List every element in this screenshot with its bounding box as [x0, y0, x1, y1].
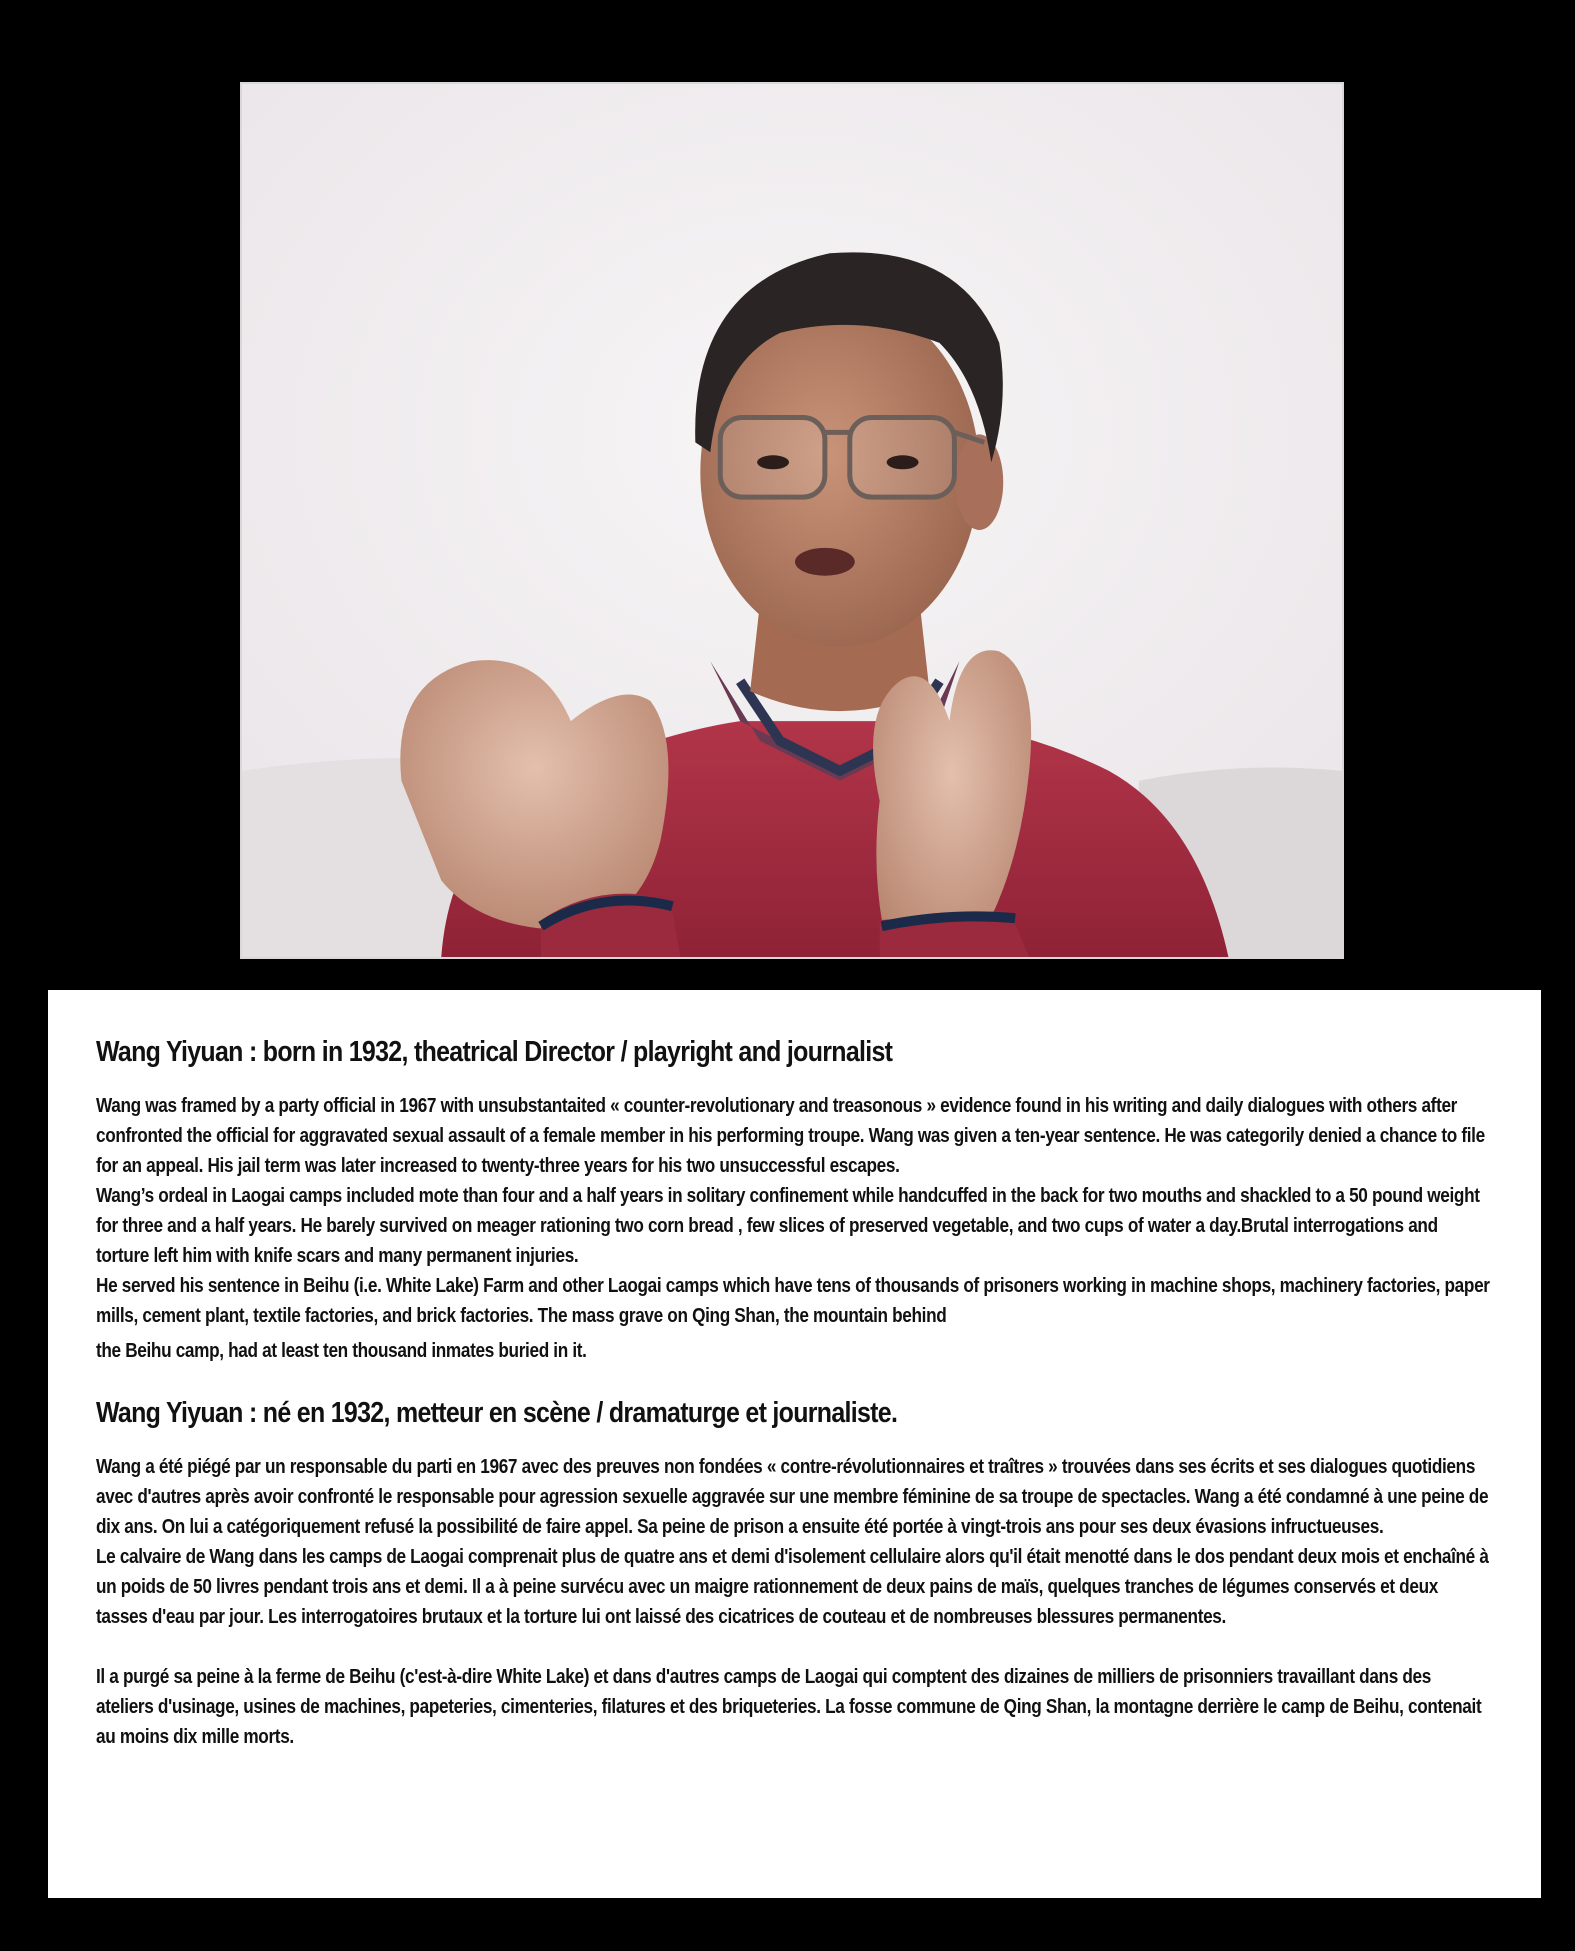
french-paragraph-3: Il a purgé sa peine à la ferme de Beihu (c'est-à-dire White Lake) et dans d'autres camps de Laogai qui comptent des dizaines de milliers de prisonniers travaillant dans des ateliers d'usinage, usines de machines, papeteries, cimenteries, filatures et des briqueteries. La fosse commune de Qing Shan, la montagne derrière le camp de Beihu, contenait au moins dix mille morts.	[96, 1666, 1482, 1748]
english-heading: Wang Yiyuan : born in 1932, theatrical Director / playright and journalist	[96, 1036, 893, 1068]
english-paragraph-3a: He served his sentence in Beihu (i.e. White Lake) Farm and other Laogai camps which have tens of thousands of prisoners working in machine shops, machinery factories, paper mills, cement plant, textile factories, and brick factories. The mass grave on Qing Shan, the mountain behind	[96, 1275, 1490, 1327]
portrait-illustration	[242, 84, 1342, 957]
english-paragraph-2: Wang’s ordeal in Laogai camps included mote than four and a half years in solitary confinement while handcuffed in the back for two mouths and shackled to a 50 pound weight for three and a half years. He barely survived on meager rationing two corn bread , few slices of preserved vegetable, and two cups of water a day.Brutal interrogations and torture left him with knife scars and many permanent injuries.	[96, 1185, 1480, 1267]
portrait-photo	[240, 82, 1344, 959]
english-paragraph-1: Wang was framed by a party official in 1967 with unsubstantaited « counter-revolutionary and treasonous » evidence found in his writing and daily dialogues with others after confronted the official for aggravated sexual assault of a female member in his performing troupe. Wang was given a ten-year sentence. He was categorily denied a chance to file for an appeal. His jail term was later increased to twenty-three years for his two unsuccessful escapes.	[96, 1095, 1485, 1177]
paragraph-spacer	[96, 1632, 1493, 1662]
english-paragraph-3b: the Beihu camp, had at least ten thousand inmates buried in it.	[96, 1340, 587, 1362]
french-paragraph-2: Le calvaire de Wang dans les camps de Laogai comprenait plus de quatre ans et demi d'isolement cellulaire alors qu'il était menotté dans le dos pendant deux mois et enchaîné à un poids de 50 livres pendant trois ans et demi. Il a à peine survécu avec un maigre rationnement de deux pains de maïs, quelques tranches de légumes conservés et deux tasses d'eau par jour. Les interrogatoires brutaux et la torture lui ont laissé des cicatrices de couteau et de nombreuses blessures permanentes.	[96, 1546, 1489, 1628]
section-spacer	[96, 1371, 1493, 1397]
french-heading: Wang Yiyuan : né en 1932, metteur en scène / dramaturge et journaliste.	[96, 1397, 898, 1429]
french-paragraph-1: Wang a été piégé par un responsable du parti en 1967 avec des preuves non fondées « contre-révolutionnaires et traîtres » trouvées dans ses écrits et ses dialogues quotidiens avec d'autres après avoir confronté le responsable pour agression sexuelle aggravée sur une membre féminine de sa troupe de spectacles. Wang a été condamné à une peine de dix ans. On lui a catégoriquement refusé la possibilité de faire appel. Sa peine de prison a ensuite été portée à vingt-trois ans pour ses deux évasions infructueuses.	[96, 1456, 1489, 1538]
biography-text-panel	[48, 990, 1541, 1898]
